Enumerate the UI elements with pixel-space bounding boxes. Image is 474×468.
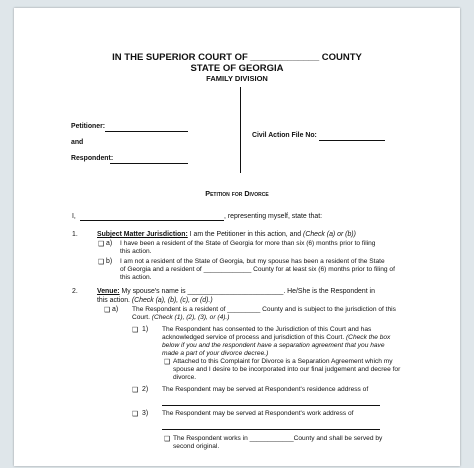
section2-a-hint: (Check (1), (2), (3), or (4).) — [151, 314, 230, 321]
section1-b-label: b) — [106, 258, 113, 265]
section1-heading-line — [97, 231, 356, 238]
section2-heading-rest: My spouse's name is _________________________. He/She is the Respondent in — [119, 288, 375, 295]
civil-action-label: Civil Action File No: — [252, 132, 317, 139]
section2-line2-hint: (Check (a), (b), (c), or (d).) — [131, 297, 213, 304]
petitioner-label: Petitioner: — [71, 123, 106, 130]
item2-address-field[interactable] — [162, 405, 380, 406]
item1-hint3: made a part of your divorce decree.) — [162, 350, 269, 357]
item2-label: 2) — [142, 386, 149, 393]
petitioner-name-field[interactable] — [80, 220, 224, 221]
document-title: Petition for Divorce — [205, 189, 269, 198]
section2-line2-text: this action. — [97, 297, 132, 304]
intro-suffix: , representing myself, state that: — [224, 213, 323, 220]
court-heading: IN THE SUPERIOR COURT OF _____________ COUNTY — [112, 52, 362, 63]
item1-hint2: below if you and the respondent have a separation agreement that you have — [162, 342, 385, 349]
division-heading: FAMILY DIVISION — [206, 74, 268, 83]
section2-heading: Venue: — [97, 288, 120, 295]
item3-label: 3) — [142, 410, 149, 417]
item3-text: The Respondent may be served at Respondent's work address of — [162, 410, 354, 417]
item1-sub-text1: Attached to this Complaint for Divorce is a Separation Agreement which my — [173, 358, 393, 365]
item1-sub-text2: spouse and I desire to be incorporated into our final judgement and decree for — [173, 366, 401, 373]
section1-a-text1: I have been a resident of the State of Georgia for more than six (6) months prior to filing — [120, 240, 376, 247]
section2-line2 — [97, 297, 213, 304]
section1-heading: Subject Matter Jurisdiction: — [97, 231, 188, 238]
section2-a-text1: The Respondent is a resident of _________ County and is subject to the jurisdiction of this — [132, 306, 396, 313]
item1-text2: acknowledged service of process and jurisdiction of this Court. — [162, 334, 346, 341]
section1-b-text2: of Georgia and a resident of _____________ County for at least six (6) months prior to filing of — [120, 266, 395, 273]
item1-text2-line — [162, 334, 390, 342]
intro-prefix: I, — [72, 213, 76, 220]
section2-heading-line — [97, 288, 375, 295]
item1-checkbox[interactable]: ❑ — [132, 327, 139, 334]
respondent-field[interactable] — [110, 163, 188, 164]
item3-address-field[interactable] — [162, 429, 380, 430]
document-page — [14, 8, 460, 466]
item3-sub-text1: The Respondent works in ____________County and shall be served by — [173, 435, 383, 442]
item1-label: 1) — [142, 326, 149, 333]
section1-a-checkbox[interactable]: ❑ — [98, 241, 105, 248]
item3-sub-text2: second original. — [173, 443, 220, 450]
section2-a-label: a) — [112, 306, 119, 313]
item3-sub-checkbox[interactable]: ❑ — [164, 436, 171, 443]
state-heading: STATE OF GEORGIA — [190, 63, 284, 74]
section1-a-text2: this action. — [120, 248, 152, 255]
section2-number: 2. — [72, 288, 78, 295]
caption-divider — [240, 87, 241, 173]
section1-b-text3: this action. — [120, 274, 152, 281]
item1-hint1: (Check the box — [345, 334, 391, 341]
respondent-label: Respondent: — [71, 155, 114, 162]
section1-b-checkbox[interactable]: ❑ — [98, 259, 105, 266]
and-label: and — [71, 139, 84, 146]
item1-text1: The Respondent has consented to the Jurisdiction of this Court and has — [162, 326, 372, 333]
petitioner-field[interactable] — [105, 131, 188, 132]
item2-checkbox[interactable]: ❑ — [132, 387, 139, 394]
item3-checkbox[interactable]: ❑ — [132, 411, 139, 418]
civil-action-field[interactable] — [319, 140, 385, 141]
section1-number: 1. — [72, 231, 78, 238]
item1-sub-checkbox[interactable]: ❑ — [164, 359, 171, 366]
item1-sub-text3: divorce. — [173, 374, 197, 381]
section1-heading-hint: (Check (a) or (b)) — [303, 231, 356, 238]
section2-a-text2: Court. — [132, 314, 152, 321]
section2-a-checkbox[interactable]: ❑ — [104, 307, 111, 314]
item2-text: The Respondent may be served at Respondent's residence address of — [162, 386, 369, 393]
section1-a-label: a) — [106, 240, 113, 247]
section2-a-text2-line — [132, 314, 229, 322]
section1-heading-rest: I am the Petitioner in this action, and — [187, 231, 304, 238]
section1-b-text1: I am not a resident of the State of Georgia, but my spouse has been a resident of the State — [120, 258, 385, 265]
